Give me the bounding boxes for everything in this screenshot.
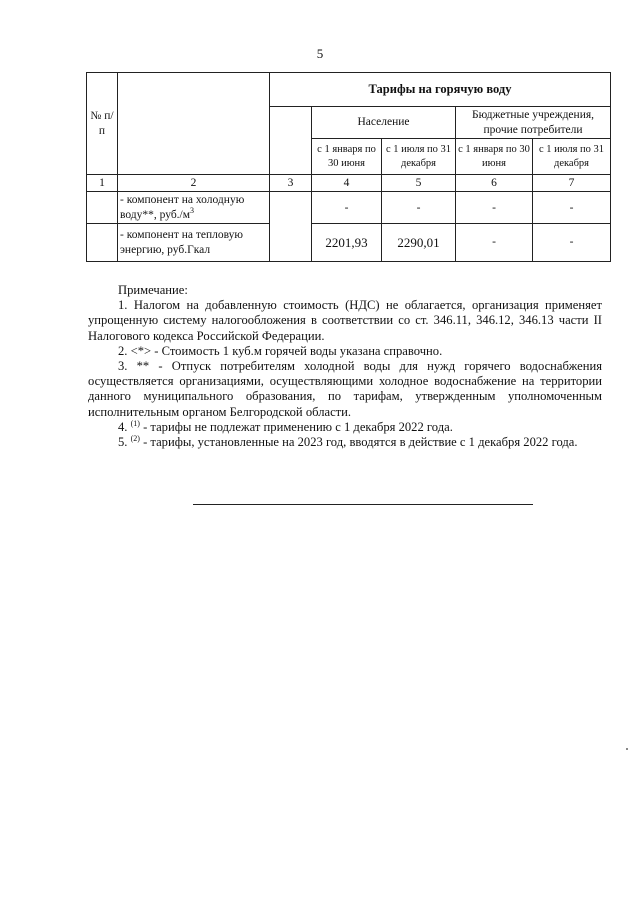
value-cell: - (382, 192, 456, 224)
row-label-superscript: 3 (190, 205, 195, 215)
index-cell: 5 (382, 175, 456, 192)
note-5-number: 5. (118, 435, 128, 450)
notes-section (88, 283, 602, 450)
period-jul-population: с 1 июля по 31 декабря (382, 139, 456, 175)
period-jan-budget: с 1 января по 30 июня (456, 139, 533, 175)
value-cell: - (456, 192, 533, 224)
value-cell: - (533, 224, 611, 262)
row-num-cell (87, 224, 118, 262)
row-label: - компонент на тепловую энергию, руб.Гкал (118, 224, 270, 262)
group-population: Население (312, 107, 456, 139)
value-cell: - (533, 192, 611, 224)
year-cell (270, 192, 312, 262)
value-cell: - (312, 192, 382, 224)
note-5 (88, 435, 602, 450)
table-title: Тарифы на горячую воду (270, 73, 611, 107)
row-label-cell (118, 192, 270, 224)
note-4-number: 4. (118, 419, 128, 434)
note-4-superscript: (1) (130, 418, 140, 428)
index-cell: 6 (456, 175, 533, 192)
page-number: 5 (316, 46, 324, 61)
name-header (118, 73, 270, 175)
notes-heading: Примечание: (118, 283, 188, 297)
group-budget: Бюджетные учреждения, прочие потребители (456, 107, 611, 139)
value-cell: 2290,01 (382, 224, 456, 262)
note-2: 2. <*> - Стоимость 1 куб.м горячей воды указана справочно. (118, 343, 443, 358)
note-5-text: - тарифы, установленные на 2023 год, вводятся в действие с 1 декабря 2022 года. (143, 435, 578, 450)
note-3: 3. ** - Отпуск потребителям холодной воды для нужд горячего водоснабжения осуществляется организациями, осуществляющими холодное водоснабжение на территории данного муниципального образования, по тарифам, утвержденным уполномоченным исполнительным органом Белгородской области. (88, 359, 602, 419)
index-cell: 2 (118, 175, 270, 192)
index-cell: 7 (533, 175, 611, 192)
table-row (87, 192, 611, 224)
num-header: № п/п (87, 73, 118, 175)
index-cell: 1 (87, 175, 118, 192)
tariff-table (86, 72, 611, 262)
period-jan-population: с 1 января по 30 июня (312, 139, 382, 175)
note-1: 1. Налогом на добавленную стоимость (НДС) не облагается, организация применяет упрощенную систему налогообложения в соответствии со ст. 346.11, 346.12, 346.13 части II Налогового кодекса Российской Федерации. (88, 298, 602, 343)
note-4-text: - тарифы не подлежат применению с 1 декабря 2022 года. (143, 419, 453, 434)
note-4 (88, 420, 602, 435)
year-spacer (270, 107, 312, 175)
row-num-cell (87, 192, 118, 224)
value-cell: - (456, 224, 533, 262)
scan-speck (626, 748, 628, 750)
index-cell: 3 (270, 175, 312, 192)
table-row (87, 224, 611, 262)
note-5-superscript: (2) (130, 433, 140, 443)
index-cell: 4 (312, 175, 382, 192)
closing-rule (193, 504, 533, 505)
value-cell: 2201,93 (312, 224, 382, 262)
period-jul-budget: с 1 июля по 31 декабря (533, 139, 611, 175)
row-label: - компонент на холодную воду**, руб./м (120, 194, 245, 221)
